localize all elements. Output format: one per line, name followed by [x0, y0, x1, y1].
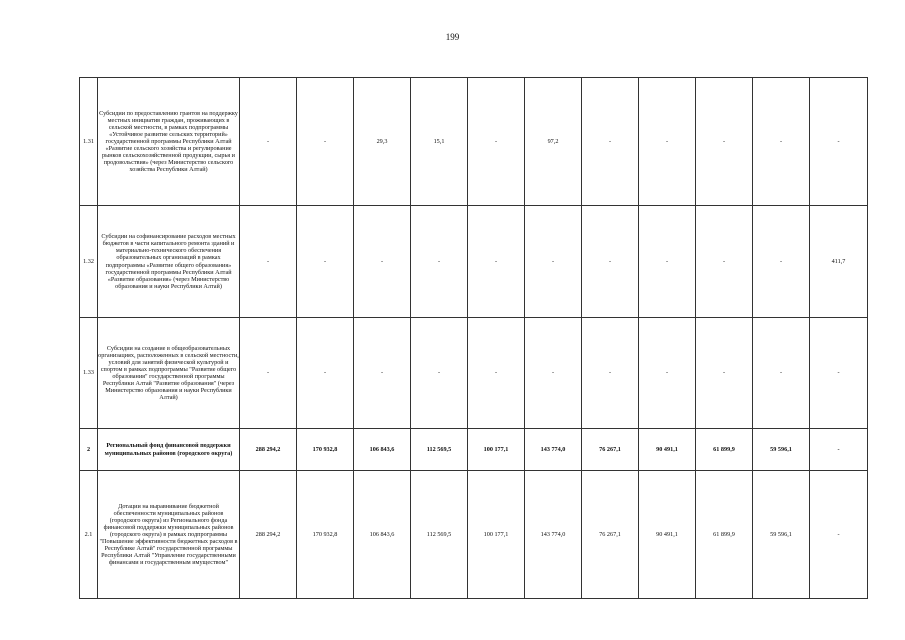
page-number: 199	[445, 32, 460, 42]
value-cell: -	[582, 78, 639, 206]
value-cell: -	[411, 318, 468, 429]
value-cell: 76 267,1	[582, 471, 639, 599]
value-cell: -	[810, 318, 868, 429]
row-number-cell: 2	[80, 429, 98, 471]
value-cell: -	[639, 206, 696, 318]
value-cell: 112 569,5	[411, 429, 468, 471]
value-cell: -	[354, 318, 411, 429]
value-cell: -	[240, 206, 297, 318]
value-cell: -	[354, 206, 411, 318]
value-cell: 288 294,2	[240, 471, 297, 599]
row-description-cell: Субсидии по предоставлению грантов на поддержку местных инициатив граждан, проживающих в сельской местности, в рамках подпрограммы «Устойчивое развитие сельских территорий» государственной программы Республики Алтай «Развитие сельского хозяйства и регулирование рынков сельскохозяйственной продукции, сырья и продовольствия» (через Министерство сельского хозяйства Республики Алтай)	[98, 78, 240, 206]
budget-table	[79, 77, 868, 599]
table-row	[80, 429, 868, 471]
value-cell: 143 774,0	[525, 429, 582, 471]
value-cell: 61 899,9	[696, 471, 753, 599]
value-cell: -	[753, 78, 810, 206]
value-cell: -	[297, 318, 354, 429]
value-cell: -	[810, 429, 868, 471]
table-row	[80, 78, 868, 206]
row-description-cell: Региональный фонд финансовой поддержки муниципальных районов (городского округа)	[98, 429, 240, 471]
value-cell: -	[240, 318, 297, 429]
value-cell: -	[810, 78, 868, 206]
value-cell: -	[582, 318, 639, 429]
value-cell: 15,1	[411, 78, 468, 206]
value-cell: 411,7	[810, 206, 868, 318]
table-row	[80, 318, 868, 429]
row-description-cell: Дотации на выравнивание бюджетной обеспеченности муниципальных районов (городского округа) из Регионального фонда финансовой поддержки муниципальных районов (городского округа) в рамках подпрограммы "Повышение эффективности бюджетных расходов в Республике Алтай" государственной программы Республики Алтай "Управление государственными финансами и государственным имуществом"	[98, 471, 240, 599]
row-number-cell: 1.32	[80, 206, 98, 318]
row-description-cell: Субсидии на создание в общеобразовательных организациях, расположенных в сельской местности, условий для занятий физической культурой и спортом в рамках подпрограммы "Развитие общего образования" государственной программы Республики Алтай "Развитие образования" (через Министерство образования и науки Республики Алтай)	[98, 318, 240, 429]
value-cell: 288 294,2	[240, 429, 297, 471]
table-row	[80, 206, 868, 318]
value-cell: -	[696, 206, 753, 318]
value-cell: -	[639, 318, 696, 429]
value-cell: -	[639, 78, 696, 206]
value-cell: 59 596,1	[753, 429, 810, 471]
value-cell: -	[753, 206, 810, 318]
value-cell: -	[525, 206, 582, 318]
value-cell: 170 932,8	[297, 471, 354, 599]
value-cell: 59 596,1	[753, 471, 810, 599]
value-cell: 100 177,1	[468, 471, 525, 599]
value-cell: 29,3	[354, 78, 411, 206]
value-cell: 170 932,8	[297, 429, 354, 471]
value-cell: 61 899,9	[696, 429, 753, 471]
row-number-cell: 1.33	[80, 318, 98, 429]
value-cell: 97,2	[525, 78, 582, 206]
value-cell: 112 569,5	[411, 471, 468, 599]
value-cell: 106 843,6	[354, 429, 411, 471]
value-cell: 90 491,1	[639, 471, 696, 599]
value-cell: -	[240, 78, 297, 206]
row-number-cell: 2.1	[80, 471, 98, 599]
value-cell: -	[468, 318, 525, 429]
row-description-cell: Субсидии на софинансирование расходов местных бюджетов в части капитального ремонта зданий и материально-технического обеспечения образовательных организаций в рамках подпрограммы «Развитие общего образования» государственной программы Республики Алтай «Развитие образования» (через Министерство образования и науки Республики Алтай)	[98, 206, 240, 318]
value-cell: -	[753, 318, 810, 429]
value-cell: -	[525, 318, 582, 429]
table-row	[80, 471, 868, 599]
value-cell: 106 843,6	[354, 471, 411, 599]
value-cell: -	[696, 78, 753, 206]
value-cell: -	[696, 318, 753, 429]
row-number-cell: 1.31	[80, 78, 98, 206]
value-cell: -	[582, 206, 639, 318]
value-cell: -	[468, 78, 525, 206]
value-cell: -	[297, 78, 354, 206]
value-cell: -	[468, 206, 525, 318]
value-cell: -	[810, 471, 868, 599]
value-cell: 90 491,1	[639, 429, 696, 471]
value-cell: 76 267,1	[582, 429, 639, 471]
value-cell: -	[411, 206, 468, 318]
value-cell: 100 177,1	[468, 429, 525, 471]
value-cell: 143 774,0	[525, 471, 582, 599]
value-cell: -	[297, 206, 354, 318]
